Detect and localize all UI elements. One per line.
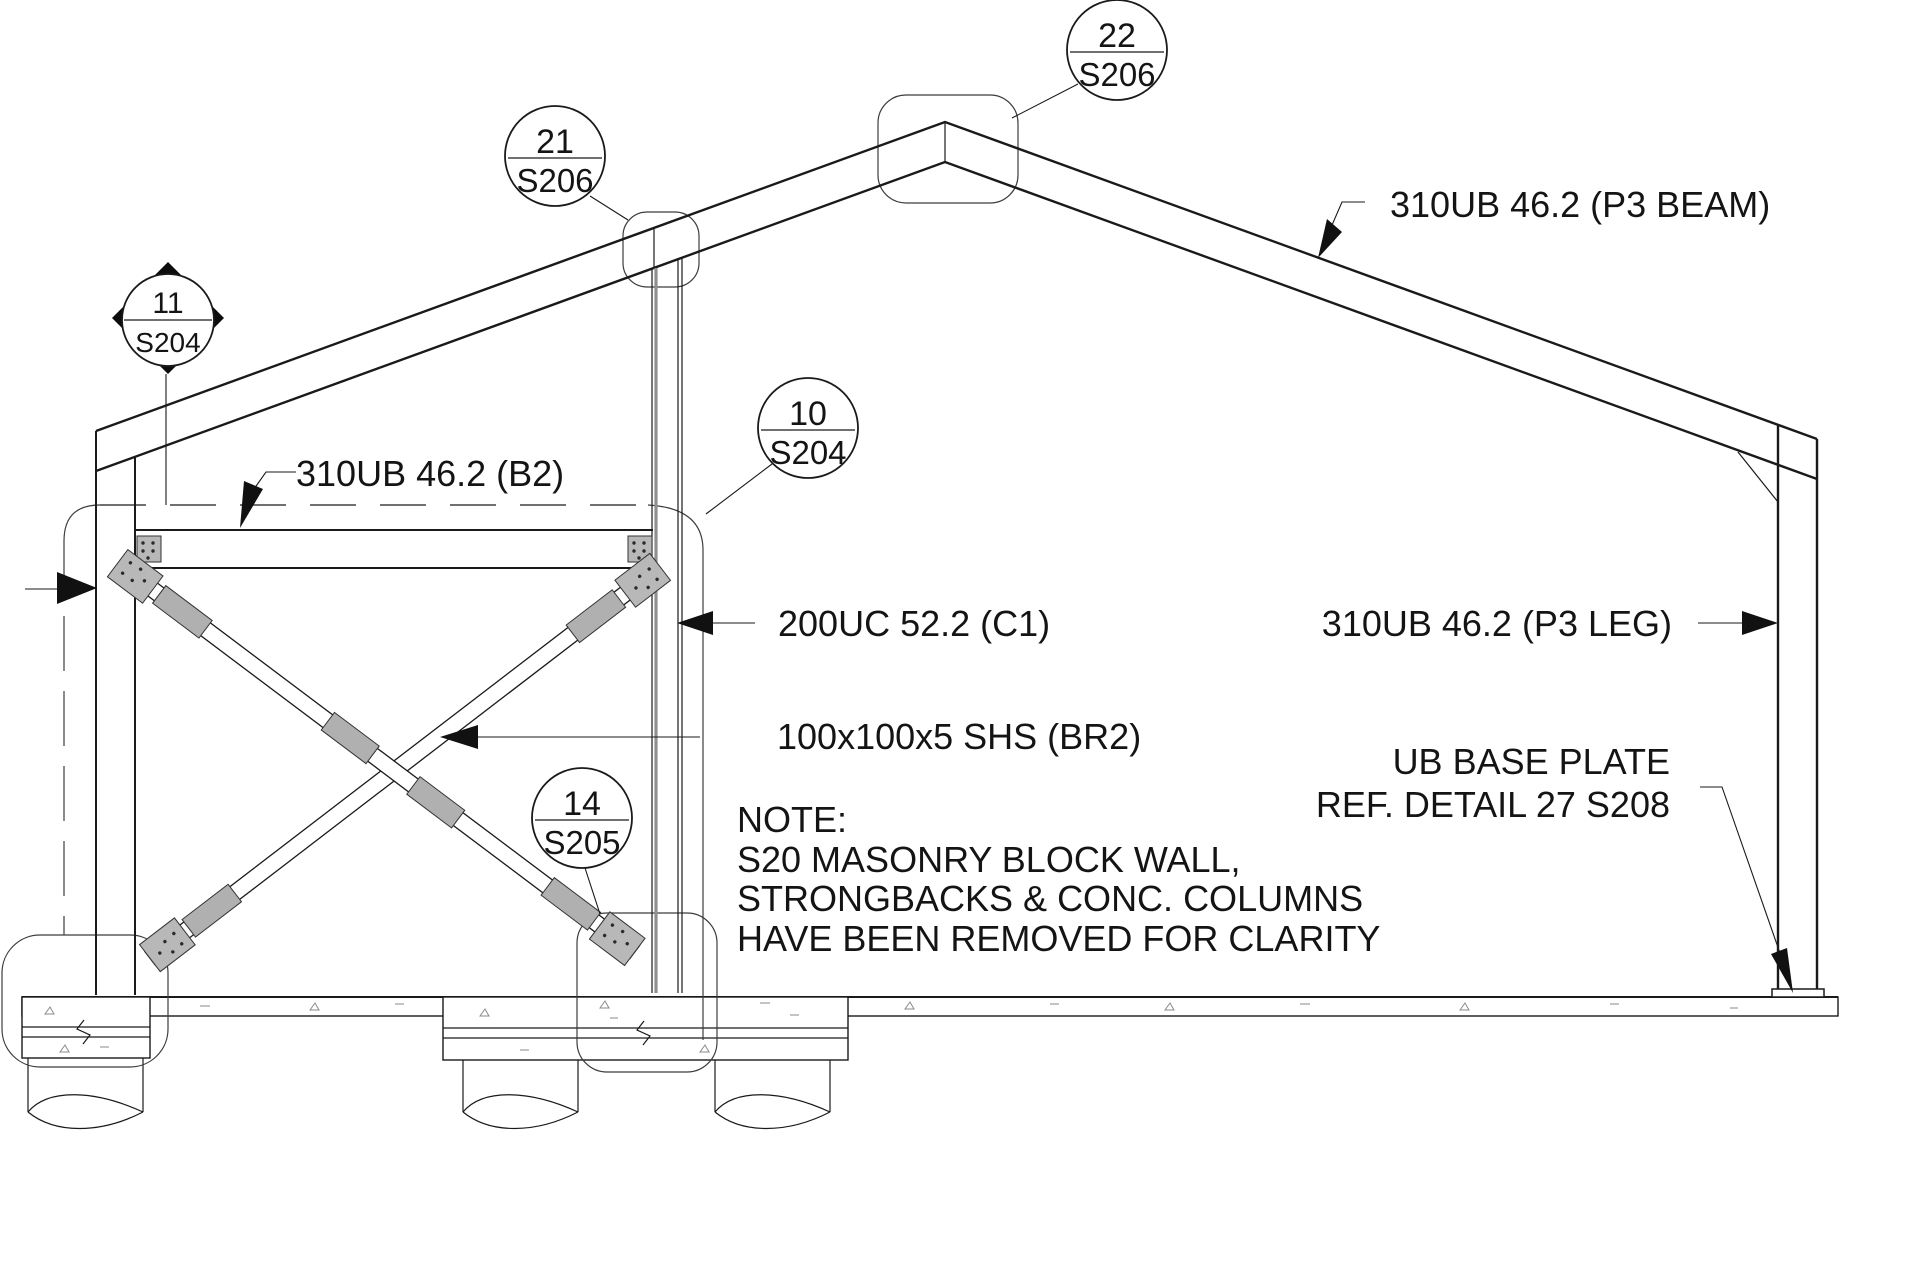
pier-break-wave <box>463 1095 578 1112</box>
bolt-dot <box>642 549 645 552</box>
callout-sheet: S206 <box>1078 56 1156 93</box>
base-plate-leader <box>1700 787 1781 956</box>
label-c1: 200UC 52.2 (C1) <box>778 603 1051 644</box>
label-p3-beam: 310UB 46.2 (P3 BEAM) <box>1390 184 1771 225</box>
bolt-dot <box>151 541 154 544</box>
section-marker-11 <box>112 262 224 505</box>
pier-break-wave <box>28 1095 143 1112</box>
right-knee-brace <box>1738 452 1778 502</box>
base-plate-arrowhead <box>1771 948 1793 993</box>
brace-connector-sleeve <box>182 884 241 937</box>
note-line-1: NOTE: <box>737 799 848 840</box>
callout-leader <box>590 196 628 220</box>
ground-slab <box>22 997 1838 1016</box>
pier-break-wave <box>463 1112 578 1129</box>
member-labels <box>296 184 1770 825</box>
bolt-dot <box>151 549 154 552</box>
bay-outline-corner-tl <box>64 505 100 541</box>
apex-detail-outline <box>878 95 1018 203</box>
bolt-dot <box>141 541 144 544</box>
center-footing-block <box>443 997 848 1060</box>
note-line-3: STRONGBACKS & CONC. COLUMNS <box>737 878 1364 919</box>
label-p3-leg: 310UB 46.2 (P3 LEG) <box>1321 603 1672 644</box>
label-b2: 310UB 46.2 (B2) <box>296 453 565 494</box>
pier-break-wave <box>28 1112 143 1129</box>
note-line-2: S20 MASONRY BLOCK WALL, <box>737 839 1241 880</box>
brace-connector-sleeve <box>541 878 601 930</box>
left-pier <box>28 1058 143 1129</box>
callout-sheet: S206 <box>516 162 594 199</box>
callout-number: 21 <box>536 123 574 161</box>
callout-21 <box>505 106 628 220</box>
label-base-plate-line1: UB BASE PLATE <box>1392 741 1670 782</box>
center-right-pier <box>715 1060 830 1129</box>
callout-leader <box>706 464 772 514</box>
pier-break-wave <box>715 1095 830 1112</box>
callout-sheet: S205 <box>543 824 621 861</box>
bolt-dot <box>146 556 149 559</box>
callout-10 <box>706 378 858 514</box>
slab-band <box>22 997 1838 1016</box>
bolt-dot <box>632 541 635 544</box>
note-block <box>737 799 1380 959</box>
callout-number: 10 <box>789 395 827 433</box>
callout-leader <box>1012 84 1078 118</box>
brace-center-sleeve <box>321 712 379 763</box>
bolt-dot <box>637 556 640 559</box>
center-column-c1 <box>652 228 682 993</box>
p3-beam-arrowhead <box>1318 219 1342 258</box>
label-base-plate-line2: REF. DETAIL 27 S208 <box>1315 784 1670 825</box>
right-column-base-plate <box>1772 989 1824 997</box>
callout-number: 14 <box>563 785 601 823</box>
p3-leg-arrowhead <box>1742 611 1778 635</box>
b2-leader <box>254 472 296 489</box>
bolt-dot <box>632 549 635 552</box>
rafter-top-chord <box>96 122 1817 439</box>
note-line-4: HAVE BEEN REMOVED FOR CLARITY <box>737 918 1381 959</box>
callout-number: 11 <box>152 287 184 320</box>
bolt-dot <box>642 541 645 544</box>
brace-center-sleeve <box>407 777 465 828</box>
center-left-pier <box>463 1060 578 1129</box>
left-footing-block <box>22 997 150 1058</box>
b2-left-gusset <box>137 536 161 562</box>
bolt-dot <box>141 549 144 552</box>
callout-sheet: S204 <box>135 327 201 358</box>
brace-connector-sleeve <box>566 590 625 643</box>
pier-break-wave <box>715 1112 830 1129</box>
brace-connector-sleeve <box>153 586 213 638</box>
left-edge-arrowhead <box>57 572 97 604</box>
callout-22 <box>1012 0 1167 118</box>
callout-number: 22 <box>1098 17 1136 55</box>
brace-diagonal-1 <box>107 550 645 966</box>
callout-sheet: S204 <box>769 434 847 471</box>
label-br2: 100x100x5 SHS (BR2) <box>777 716 1142 757</box>
beam-b2 <box>135 530 653 568</box>
